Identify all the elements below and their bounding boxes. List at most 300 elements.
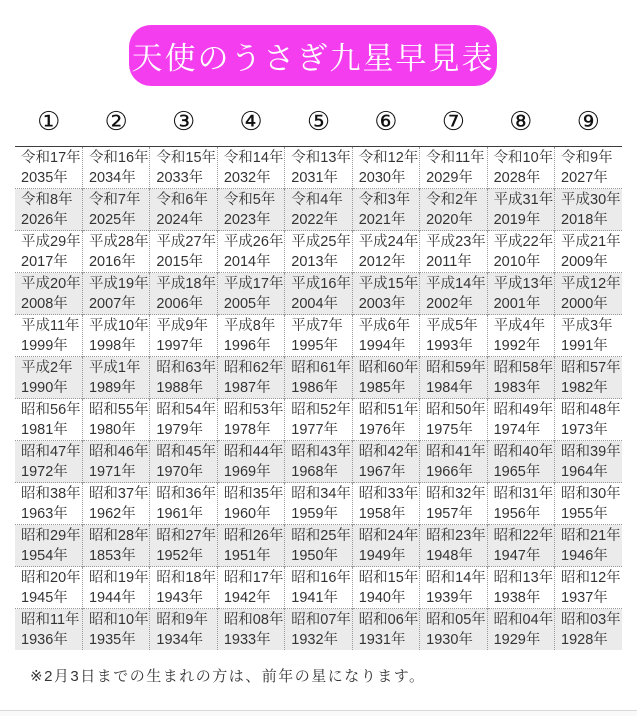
era-year-label: 昭和24年 — [358, 527, 419, 544]
era-year-label: 昭和56年 — [21, 401, 81, 418]
western-year-label: 1938年 — [493, 589, 541, 606]
western-year-label: 1964年 — [561, 463, 608, 480]
western-year-label: 2033年 — [156, 169, 204, 186]
year-cell — [487, 147, 554, 189]
era-year-label: 昭和34年 — [291, 485, 351, 502]
western-year-label: 1960年 — [223, 505, 271, 522]
era-year-label: 平成30年 — [561, 191, 621, 208]
year-cell — [352, 567, 419, 609]
year-cell — [555, 315, 623, 357]
western-year-label: 1937年 — [561, 589, 608, 606]
western-year-label: 2031年 — [291, 169, 339, 186]
western-year-label: 2010年 — [493, 253, 541, 270]
year-cell — [420, 399, 487, 441]
western-year-label: 1997年 — [156, 337, 204, 354]
year-cell — [150, 147, 217, 189]
column-header: ⑦ — [420, 106, 487, 147]
western-year-label: 1961年 — [156, 505, 204, 522]
era-year-label: 昭和63年 — [156, 359, 217, 376]
western-year-label: 2012年 — [358, 253, 406, 270]
western-year-label: 1947年 — [493, 547, 541, 564]
year-cell — [217, 399, 284, 441]
era-year-label: 令和13年 — [291, 149, 351, 166]
table-row — [15, 231, 622, 273]
era-table — [15, 106, 622, 650]
era-year-label: 昭和15年 — [358, 569, 419, 586]
era-table-body — [15, 147, 622, 651]
era-year-label: 昭和04年 — [493, 611, 554, 628]
era-year-label: 令和11年 — [426, 149, 485, 166]
western-year-label: 1950年 — [291, 547, 339, 564]
western-year-label: 2003年 — [358, 295, 406, 312]
year-cell — [15, 231, 82, 273]
year-cell — [15, 525, 82, 567]
year-cell — [352, 525, 419, 567]
western-year-label: 1973年 — [561, 421, 608, 438]
era-year-label: 平成17年 — [223, 275, 284, 292]
year-cell — [555, 273, 623, 315]
era-year-label: 平成24年 — [358, 233, 419, 250]
column-header: ⑥ — [352, 106, 419, 147]
western-year-label: 1972年 — [21, 463, 68, 480]
era-year-label: 平成21年 — [561, 233, 621, 250]
era-year-label: 令和10年 — [493, 149, 554, 166]
column-header: ② — [82, 106, 149, 147]
era-year-label: 昭和9年 — [156, 611, 208, 628]
era-year-label: 令和17年 — [21, 149, 81, 166]
era-year-label: 昭和16年 — [291, 569, 351, 586]
year-cell — [285, 273, 352, 315]
western-year-label: 1928年 — [561, 631, 608, 648]
year-cell — [352, 231, 419, 273]
year-cell — [487, 357, 554, 399]
era-year-label: 昭和21年 — [561, 527, 621, 544]
era-year-label: 昭和55年 — [88, 401, 149, 418]
western-year-label: 1954年 — [21, 547, 68, 564]
era-year-label: 昭和61年 — [291, 359, 351, 376]
year-cell — [150, 189, 217, 231]
year-cell — [555, 567, 623, 609]
western-year-label: 2019年 — [493, 211, 541, 228]
western-year-label: 2016年 — [88, 253, 136, 270]
year-cell — [555, 189, 623, 231]
western-year-label: 1939年 — [426, 589, 473, 606]
column-header: ④ — [217, 106, 284, 147]
year-cell — [487, 525, 554, 567]
era-year-label: 昭和54年 — [156, 401, 217, 418]
era-year-label: 昭和33年 — [358, 485, 419, 502]
year-cell — [217, 273, 284, 315]
western-year-label: 1966年 — [426, 463, 473, 480]
western-year-label: 1983年 — [493, 379, 541, 396]
era-year-label: 昭和41年 — [426, 443, 486, 460]
year-cell — [217, 147, 284, 189]
western-year-label: 1958年 — [358, 505, 406, 522]
year-cell — [420, 273, 487, 315]
year-cell — [420, 525, 487, 567]
year-cell — [150, 441, 217, 483]
western-year-label: 1943年 — [156, 589, 204, 606]
era-year-label: 昭和11年 — [21, 611, 80, 628]
year-cell — [420, 441, 487, 483]
western-year-label: 1982年 — [561, 379, 608, 396]
era-year-label: 令和15年 — [156, 149, 217, 166]
western-year-label: 1996年 — [223, 337, 271, 354]
era-year-label: 昭和14年 — [426, 569, 486, 586]
era-year-label: 昭和43年 — [291, 443, 351, 460]
western-year-label: 1942年 — [223, 589, 271, 606]
western-year-label: 1935年 — [88, 631, 136, 648]
era-year-label: 令和14年 — [223, 149, 284, 166]
year-cell — [82, 483, 149, 525]
year-cell — [555, 357, 623, 399]
year-cell — [15, 483, 82, 525]
western-year-label: 1930年 — [426, 631, 473, 648]
year-cell — [15, 273, 82, 315]
year-cell — [15, 147, 82, 189]
year-cell — [217, 357, 284, 399]
year-cell — [217, 483, 284, 525]
western-year-label: 1948年 — [426, 547, 473, 564]
header-row — [15, 106, 622, 147]
western-year-label: 1987年 — [223, 379, 271, 396]
table-row — [15, 609, 622, 651]
era-year-label: 平成31年 — [493, 191, 554, 208]
year-cell — [352, 315, 419, 357]
era-year-label: 平成6年 — [358, 317, 411, 334]
era-year-label: 昭和51年 — [358, 401, 419, 418]
era-year-label: 昭和10年 — [88, 611, 149, 628]
year-cell — [150, 525, 217, 567]
era-year-label: 平成26年 — [223, 233, 284, 250]
year-cell — [285, 189, 352, 231]
year-cell — [285, 147, 352, 189]
western-year-label: 2032年 — [223, 169, 271, 186]
era-year-label: 昭和12年 — [561, 569, 621, 586]
era-year-label: 平成16年 — [291, 275, 351, 292]
era-year-label: 昭和50年 — [426, 401, 486, 418]
western-year-label: 2025年 — [88, 211, 136, 228]
western-year-label: 1994年 — [358, 337, 406, 354]
western-year-label: 2009年 — [561, 253, 608, 270]
western-year-label: 1951年 — [223, 547, 271, 564]
era-year-label: 令和5年 — [223, 191, 276, 208]
year-cell — [352, 357, 419, 399]
era-year-label: 平成15年 — [358, 275, 419, 292]
year-cell — [555, 231, 623, 273]
table-row — [15, 315, 622, 357]
era-year-label: 昭和19年 — [88, 569, 149, 586]
year-cell — [150, 357, 217, 399]
year-cell — [285, 441, 352, 483]
western-year-label: 1946年 — [561, 547, 608, 564]
era-year-label: 昭和46年 — [88, 443, 149, 460]
era-year-label: 昭和31年 — [493, 485, 554, 502]
era-year-label: 昭和26年 — [223, 527, 284, 544]
table-row — [15, 189, 622, 231]
year-cell — [487, 483, 554, 525]
western-year-label: 2015年 — [156, 253, 204, 270]
western-year-label: 1976年 — [358, 421, 406, 438]
era-year-label: 昭和42年 — [358, 443, 419, 460]
era-year-label: 昭和47年 — [21, 443, 81, 460]
era-year-label: 昭和49年 — [493, 401, 554, 418]
era-year-label: 昭和20年 — [21, 569, 81, 586]
year-cell — [285, 231, 352, 273]
western-year-label: 2027年 — [561, 169, 608, 186]
era-year-label: 平成29年 — [21, 233, 81, 250]
year-cell — [82, 231, 149, 273]
era-year-label: 昭和59年 — [426, 359, 486, 376]
era-year-label: 昭和37年 — [88, 485, 149, 502]
era-year-label: 平成22年 — [493, 233, 554, 250]
era-year-label: 令和2年 — [426, 191, 478, 208]
table-row — [15, 357, 622, 399]
year-cell — [555, 399, 623, 441]
year-cell — [420, 231, 487, 273]
era-year-label: 昭和13年 — [493, 569, 554, 586]
year-cell — [487, 273, 554, 315]
year-cell — [487, 399, 554, 441]
column-header: ⑤ — [285, 106, 352, 147]
western-year-label: 2026年 — [21, 211, 68, 228]
era-year-label: 昭和60年 — [358, 359, 419, 376]
era-year-label: 令和12年 — [358, 149, 419, 166]
year-cell — [352, 273, 419, 315]
year-cell — [555, 609, 623, 651]
western-year-label: 1959年 — [291, 505, 339, 522]
year-cell — [150, 567, 217, 609]
era-year-label: 令和8年 — [21, 191, 73, 208]
western-year-label: 1998年 — [88, 337, 136, 354]
western-year-label: 1999年 — [21, 337, 68, 354]
western-year-label: 1974年 — [493, 421, 541, 438]
era-table-head — [15, 106, 622, 147]
year-cell — [487, 231, 554, 273]
western-year-label: 1969年 — [223, 463, 271, 480]
year-cell — [217, 231, 284, 273]
year-cell — [285, 525, 352, 567]
western-year-label: 1957年 — [426, 505, 473, 522]
era-year-label: 昭和58年 — [493, 359, 554, 376]
year-cell — [217, 189, 284, 231]
bottom-divider — [0, 710, 637, 716]
era-year-label: 平成10年 — [88, 317, 149, 334]
year-cell — [82, 273, 149, 315]
era-year-label: 平成12年 — [561, 275, 621, 292]
year-cell — [352, 609, 419, 651]
year-cell — [82, 147, 149, 189]
western-year-label: 2035年 — [21, 169, 68, 186]
western-year-label: 1970年 — [156, 463, 204, 480]
era-year-label: 令和6年 — [156, 191, 208, 208]
western-year-label: 1941年 — [291, 589, 339, 606]
western-year-label: 2011年 — [426, 253, 472, 270]
western-year-label: 1931年 — [358, 631, 406, 648]
western-year-label: 1934年 — [156, 631, 204, 648]
year-cell — [555, 525, 623, 567]
western-year-label: 1985年 — [358, 379, 406, 396]
year-cell — [420, 189, 487, 231]
year-cell — [487, 567, 554, 609]
year-cell — [150, 609, 217, 651]
column-header: ① — [15, 106, 82, 147]
page-title: 天使のうさぎ九星早見表 — [131, 41, 495, 76]
era-year-label: 令和3年 — [358, 191, 411, 208]
era-year-label: 昭和38年 — [21, 485, 81, 502]
western-year-label: 1949年 — [358, 547, 406, 564]
title-banner — [129, 25, 497, 86]
western-year-label: 1967年 — [358, 463, 406, 480]
western-year-label: 1968年 — [291, 463, 339, 480]
era-year-label: 令和16年 — [88, 149, 149, 166]
year-cell — [285, 609, 352, 651]
year-cell — [82, 441, 149, 483]
western-year-label: 1963年 — [21, 505, 68, 522]
era-year-label: 昭和29年 — [21, 527, 81, 544]
year-cell — [82, 189, 149, 231]
era-year-label: 平成20年 — [21, 275, 81, 292]
table-row — [15, 567, 622, 609]
western-year-label: 1992年 — [493, 337, 541, 354]
western-year-label: 2004年 — [291, 295, 339, 312]
era-year-label: 昭和07年 — [291, 611, 351, 628]
era-year-label: 令和4年 — [291, 191, 343, 208]
era-year-label: 昭和30年 — [561, 485, 621, 502]
western-year-label: 1962年 — [88, 505, 136, 522]
year-cell — [487, 441, 554, 483]
era-year-label: 昭和53年 — [223, 401, 284, 418]
era-year-label: 令和9年 — [561, 149, 613, 166]
era-year-label: 平成27年 — [156, 233, 217, 250]
western-year-label: 1980年 — [88, 421, 136, 438]
western-year-label: 1971年 — [88, 463, 136, 480]
era-year-label: 平成11年 — [21, 317, 80, 334]
western-year-label: 2034年 — [88, 169, 136, 186]
era-year-label: 昭和48年 — [561, 401, 621, 418]
western-year-label: 2029年 — [426, 169, 473, 186]
western-year-label: 2028年 — [493, 169, 541, 186]
western-year-label: 2024年 — [156, 211, 204, 228]
western-year-label: 2013年 — [291, 253, 339, 270]
western-year-label: 1929年 — [493, 631, 541, 648]
era-year-label: 昭和40年 — [493, 443, 554, 460]
era-year-label: 昭和52年 — [291, 401, 351, 418]
year-cell — [420, 315, 487, 357]
year-cell — [352, 189, 419, 231]
era-year-label: 昭和57年 — [561, 359, 621, 376]
footnote: ※2月3日までの生まれの方は、前年の星になります。 — [30, 668, 426, 685]
era-year-label: 平成4年 — [493, 317, 546, 334]
western-year-label: 2023年 — [223, 211, 271, 228]
year-cell — [555, 441, 623, 483]
year-cell — [150, 483, 217, 525]
western-year-label: 2005年 — [223, 295, 271, 312]
western-year-label: 1944年 — [88, 589, 136, 606]
year-cell — [15, 189, 82, 231]
column-header: ⑨ — [555, 106, 623, 147]
western-year-label: 2021年 — [358, 211, 406, 228]
western-year-label: 1990年 — [21, 379, 68, 396]
year-cell — [150, 273, 217, 315]
year-cell — [150, 399, 217, 441]
year-cell — [217, 441, 284, 483]
western-year-label: 2030年 — [358, 169, 406, 186]
year-cell — [82, 357, 149, 399]
era-year-label: 昭和27年 — [156, 527, 217, 544]
year-cell — [352, 399, 419, 441]
year-cell — [420, 357, 487, 399]
western-year-label: 1986年 — [291, 379, 339, 396]
western-year-label: 1988年 — [156, 379, 204, 396]
year-cell — [352, 441, 419, 483]
table-row — [15, 147, 622, 189]
year-cell — [82, 525, 149, 567]
table-row — [15, 399, 622, 441]
year-cell — [420, 483, 487, 525]
western-year-label: 1989年 — [88, 379, 136, 396]
era-year-label: 平成3年 — [561, 317, 613, 334]
era-year-label: 平成9年 — [156, 317, 208, 334]
western-year-label: 1975年 — [426, 421, 473, 438]
table-row — [15, 483, 622, 525]
western-year-label: 2018年 — [561, 211, 608, 228]
era-year-label: 昭和28年 — [88, 527, 149, 544]
western-year-label: 1945年 — [21, 589, 68, 606]
era-year-label: 昭和03年 — [561, 611, 621, 628]
year-cell — [82, 315, 149, 357]
era-year-label: 平成1年 — [88, 359, 141, 376]
era-year-label: 昭和17年 — [223, 569, 284, 586]
year-cell — [487, 609, 554, 651]
era-year-label: 平成23年 — [426, 233, 486, 250]
western-year-label: 1977年 — [291, 421, 339, 438]
year-cell — [555, 147, 623, 189]
column-header: ③ — [150, 106, 217, 147]
year-cell — [285, 315, 352, 357]
era-year-label: 平成14年 — [426, 275, 486, 292]
western-year-label: 1955年 — [561, 505, 608, 522]
western-year-label: 1936年 — [21, 631, 68, 648]
year-cell — [150, 315, 217, 357]
western-year-label: 2006年 — [156, 295, 204, 312]
western-year-label: 2007年 — [88, 295, 136, 312]
western-year-label: 1981年 — [21, 421, 68, 438]
era-year-label: 平成13年 — [493, 275, 554, 292]
year-cell — [285, 483, 352, 525]
western-year-label: 2001年 — [493, 295, 541, 312]
year-cell — [15, 441, 82, 483]
year-cell — [352, 483, 419, 525]
table-row — [15, 525, 622, 567]
era-year-label: 平成8年 — [223, 317, 276, 334]
year-cell — [487, 189, 554, 231]
era-year-label: 昭和18年 — [156, 569, 217, 586]
western-year-label: 1952年 — [156, 547, 204, 564]
era-year-label: 昭和44年 — [223, 443, 284, 460]
year-cell — [555, 483, 623, 525]
era-year-label: 昭和45年 — [156, 443, 217, 460]
era-year-label: 平成19年 — [88, 275, 149, 292]
western-year-label: 2014年 — [223, 253, 271, 270]
era-year-label: 昭和23年 — [426, 527, 486, 544]
era-year-label: 平成28年 — [88, 233, 149, 250]
year-cell — [82, 399, 149, 441]
era-year-label: 平成2年 — [21, 359, 73, 376]
western-year-label: 1979年 — [156, 421, 204, 438]
western-year-label: 2020年 — [426, 211, 473, 228]
year-cell — [15, 567, 82, 609]
